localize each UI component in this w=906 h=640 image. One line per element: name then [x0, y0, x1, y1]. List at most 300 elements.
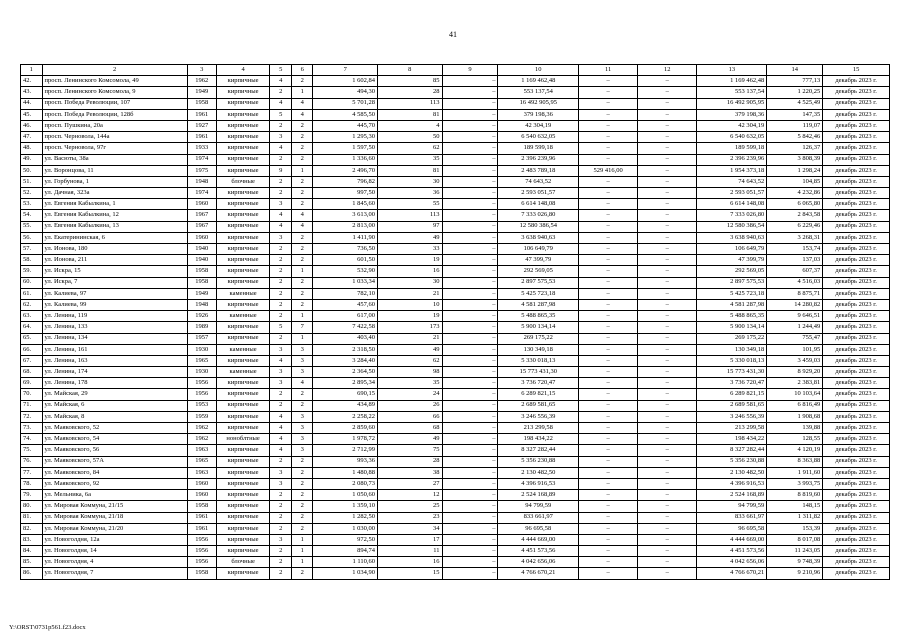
table-cell: ноноблтные	[216, 434, 270, 445]
table-cell: декабрь 2023 г.	[823, 210, 890, 221]
table-cell: 1960	[187, 490, 216, 501]
table-cell: кирпичные	[216, 322, 270, 333]
table-cell: 3 268,31	[767, 232, 823, 243]
table-cell: –	[579, 456, 638, 467]
table-cell: –	[638, 423, 697, 434]
table-cell: –	[442, 367, 498, 378]
table-cell: 128,55	[767, 434, 823, 445]
table-cell: –	[442, 557, 498, 568]
table-cell: –	[579, 445, 638, 456]
table-cell: 2	[270, 512, 292, 523]
table-cell: 7 333 026,80	[498, 210, 579, 221]
table-cell: кирпичные	[216, 501, 270, 512]
table-cell: 3	[291, 411, 313, 422]
table-cell: ул. Маяковского, 57А	[42, 456, 187, 467]
table-cell: 137,03	[767, 255, 823, 266]
table-cell: 2 130 482,50	[697, 467, 767, 478]
table-cell: кирпичные	[216, 400, 270, 411]
table-cell: –	[579, 120, 638, 131]
table-cell: 25	[378, 501, 443, 512]
table-cell: декабрь 2023 г.	[823, 255, 890, 266]
table-cell: 553 137,54	[498, 87, 579, 98]
table-cell: 50.	[21, 165, 43, 176]
table-cell: 1930	[187, 344, 216, 355]
table-cell: 2	[291, 523, 313, 534]
table-cell: –	[579, 355, 638, 366]
table-cell: –	[638, 232, 697, 243]
table-cell: кирпичные	[216, 423, 270, 434]
table-cell: 5 701,28	[313, 98, 378, 109]
table-cell: 4 232,86	[767, 188, 823, 199]
table-cell: 4 396 916,53	[498, 478, 579, 489]
table-cell: кирпичные	[216, 255, 270, 266]
table-cell: 782,10	[313, 288, 378, 299]
table-cell: 74 643,52	[498, 176, 579, 187]
table-cell: –	[638, 523, 697, 534]
table-cell: 1 298,24	[767, 165, 823, 176]
table-cell: 94 799,59	[498, 501, 579, 512]
table-cell: –	[638, 467, 697, 478]
table-cell: 3	[291, 344, 313, 355]
table-cell: декабрь 2023 г.	[823, 423, 890, 434]
table-cell: 2	[291, 132, 313, 143]
table-cell: 2 524 168,89	[697, 490, 767, 501]
table-row	[21, 411, 890, 422]
table-cell: 55	[378, 199, 443, 210]
column-number-14: 14	[767, 65, 823, 76]
table-cell: 126,37	[767, 143, 823, 154]
table-cell: кирпичные	[216, 277, 270, 288]
table-cell: –	[638, 367, 697, 378]
table-cell: 532,90	[313, 266, 378, 277]
table-cell: декабрь 2023 г.	[823, 221, 890, 232]
table-cell: 6 816,49	[767, 400, 823, 411]
table-cell: –	[579, 434, 638, 445]
table-cell: 1927	[187, 120, 216, 131]
table-cell: 6 289 821,15	[498, 389, 579, 400]
table-cell: 2	[270, 546, 292, 557]
table-cell: кирпичные	[216, 523, 270, 534]
table-cell: 4 451 573,56	[498, 546, 579, 557]
table-cell: 82.	[21, 523, 43, 534]
table-cell: 2	[291, 389, 313, 400]
table-cell: 35	[378, 378, 443, 389]
table-cell: декабрь 2023 г.	[823, 266, 890, 277]
table-cell: 1961	[187, 132, 216, 143]
table-cell: –	[442, 232, 498, 243]
column-number-8: 8	[378, 65, 443, 76]
table-cell: –	[442, 87, 498, 98]
table-cell: 113	[378, 210, 443, 221]
table-cell: 1926	[187, 311, 216, 322]
table-cell: 1961	[187, 109, 216, 120]
table-cell: 1933	[187, 143, 216, 154]
table-cell: 2	[291, 456, 313, 467]
table-cell: 9 646,51	[767, 311, 823, 322]
table-cell: ул. Майская, 8	[42, 411, 187, 422]
table-cell: декабрь 2023 г.	[823, 568, 890, 579]
table-cell: 2	[291, 255, 313, 266]
table-cell: 833 661,97	[498, 512, 579, 523]
table-cell: 434,89	[313, 400, 378, 411]
table-cell: 3 993,75	[767, 478, 823, 489]
table-cell: –	[579, 109, 638, 120]
table-row	[21, 434, 890, 445]
table-cell: 2	[291, 244, 313, 255]
table-cell: 2	[291, 501, 313, 512]
table-cell: –	[579, 322, 638, 333]
table-cell: 1 050,60	[313, 490, 378, 501]
housing-register-table	[20, 64, 890, 580]
table-cell: 2	[270, 87, 292, 98]
table-cell: 47 399,79	[697, 255, 767, 266]
table-cell: 3 736 720,47	[498, 378, 579, 389]
table-cell: 51.	[21, 176, 43, 187]
table-cell: –	[638, 478, 697, 489]
table-cell: 2	[270, 299, 292, 310]
table-cell: 1956	[187, 546, 216, 557]
table-cell: 8 017,08	[767, 534, 823, 545]
table-cell: –	[442, 299, 498, 310]
table-row	[21, 221, 890, 232]
table-row	[21, 456, 890, 467]
table-row	[21, 557, 890, 568]
table-cell: 72.	[21, 411, 43, 422]
table-cell: 4	[291, 221, 313, 232]
table-cell: 106 649,79	[697, 244, 767, 255]
table-cell: декабрь 2023 г.	[823, 512, 890, 523]
table-cell: 21	[378, 333, 443, 344]
table-cell: 19	[378, 255, 443, 266]
table-cell: 457,60	[313, 299, 378, 310]
table-cell: 2	[291, 490, 313, 501]
table-cell: 1 295,30	[313, 132, 378, 143]
table-cell: 1 030,00	[313, 523, 378, 534]
table-cell: –	[638, 378, 697, 389]
table-cell: кирпичные	[216, 490, 270, 501]
table-cell: 26	[378, 400, 443, 411]
table-cell: 2	[291, 143, 313, 154]
table-cell: 1967	[187, 210, 216, 221]
table-cell: 2 895,34	[313, 378, 378, 389]
table-cell: 833 661,97	[697, 512, 767, 523]
table-cell: 601,50	[313, 255, 378, 266]
table-cell: 45.	[21, 109, 43, 120]
table-cell: 81	[378, 165, 443, 176]
table-cell: 8 929,20	[767, 367, 823, 378]
table-cell: 15 773 431,30	[697, 367, 767, 378]
table-cell: 79.	[21, 490, 43, 501]
table-cell: –	[442, 311, 498, 322]
table-row	[21, 512, 890, 523]
table-cell: 10 103,64	[767, 389, 823, 400]
table-cell: –	[442, 411, 498, 422]
table-cell: –	[638, 165, 697, 176]
table-cell: 1961	[187, 512, 216, 523]
table-cell: 1957	[187, 333, 216, 344]
table-cell: декабрь 2023 г.	[823, 311, 890, 322]
table-cell: 8 819,60	[767, 490, 823, 501]
table-cell: просп. Ленинского Комсомола, 49	[42, 76, 187, 87]
table-cell: –	[638, 210, 697, 221]
table-cell: 130 349,18	[697, 344, 767, 355]
table-cell: ул. Дачная, 323а	[42, 188, 187, 199]
table-cell: кирпичные	[216, 132, 270, 143]
table-cell: –	[638, 456, 697, 467]
table-row	[21, 355, 890, 366]
table-cell: –	[638, 132, 697, 143]
table-cell: ул. Маяковского, 56	[42, 445, 187, 456]
table-cell: 2 712,99	[313, 445, 378, 456]
table-cell: 8 327 282,44	[697, 445, 767, 456]
table-cell: декабрь 2023 г.	[823, 143, 890, 154]
table-cell: 1	[291, 266, 313, 277]
table-cell: 67.	[21, 355, 43, 366]
table-cell: 269 175,22	[498, 333, 579, 344]
table-cell: 3	[270, 199, 292, 210]
table-cell: ул. Мельника, 6а	[42, 490, 187, 501]
table-cell: –	[638, 120, 697, 131]
table-cell: 5	[270, 322, 292, 333]
table-cell: 11 243,05	[767, 546, 823, 557]
table-cell: 2	[291, 512, 313, 523]
table-cell: 57.	[21, 244, 43, 255]
table-cell: кирпичные	[216, 568, 270, 579]
table-cell: 3 736 720,47	[697, 378, 767, 389]
table-cell: 4	[378, 120, 443, 131]
table-cell: ул. Новоголдня, 12а	[42, 534, 187, 545]
table-row	[21, 367, 890, 378]
table-cell: ул. Воронцова, 11	[42, 165, 187, 176]
table-cell: –	[638, 244, 697, 255]
table-cell: ул. Мировая Коммуна, 21/20	[42, 523, 187, 534]
table-cell: 445,70	[313, 120, 378, 131]
table-cell: –	[442, 389, 498, 400]
table-cell: декабрь 2023 г.	[823, 109, 890, 120]
table-cell: 96 695,58	[697, 523, 767, 534]
table-cell: 96 695,58	[498, 523, 579, 534]
table-cell: 1 359,10	[313, 501, 378, 512]
table-cell: 2	[270, 120, 292, 131]
table-cell: 1989	[187, 322, 216, 333]
table-cell: кирпичные	[216, 221, 270, 232]
table-row	[21, 266, 890, 277]
column-number-2: 2	[42, 65, 187, 76]
table-cell: 16 492 905,95	[498, 98, 579, 109]
table-cell: 34	[378, 523, 443, 534]
table-cell: декабрь 2023 г.	[823, 490, 890, 501]
table-cell: 1949	[187, 288, 216, 299]
table-cell: кирпичные	[216, 546, 270, 557]
table-cell: 9 748,39	[767, 557, 823, 568]
table-cell: 30	[378, 277, 443, 288]
table-cell: 553 137,54	[697, 87, 767, 98]
table-cell: 1956	[187, 389, 216, 400]
table-body	[21, 76, 890, 579]
table-cell: –	[638, 277, 697, 288]
table-cell: 104,85	[767, 176, 823, 187]
table-cell: 58.	[21, 255, 43, 266]
table-cell: 47 399,79	[498, 255, 579, 266]
table-cell: ул. Ионова, 211	[42, 255, 187, 266]
table-cell: 3	[270, 378, 292, 389]
table-cell: декабрь 2023 г.	[823, 411, 890, 422]
table-cell: 4	[291, 378, 313, 389]
table-cell: 796,82	[313, 176, 378, 187]
table-cell: 106 649,79	[498, 244, 579, 255]
table-cell: 6 229,46	[767, 221, 823, 232]
table-cell: 1 034,90	[313, 568, 378, 579]
table-cell: 189 599,18	[498, 143, 579, 154]
table-cell: 44.	[21, 98, 43, 109]
table-cell: 2 383,81	[767, 378, 823, 389]
column-number-13: 13	[697, 65, 767, 76]
table-cell: ул. Васюты, 38а	[42, 154, 187, 165]
table-row	[21, 322, 890, 333]
table-cell: кирпичные	[216, 467, 270, 478]
table-cell: 76.	[21, 456, 43, 467]
table-cell: 1 220,25	[767, 87, 823, 98]
table-cell: кирпичные	[216, 333, 270, 344]
table-cell: 49	[378, 434, 443, 445]
table-cell: 52.	[21, 188, 43, 199]
table-cell: ул. Ленина, 134	[42, 333, 187, 344]
table-row	[21, 546, 890, 557]
table-cell: 62.	[21, 299, 43, 310]
table-cell: 4 516,03	[767, 277, 823, 288]
table-cell: декабрь 2023 г.	[823, 322, 890, 333]
table-cell: 1 033,34	[313, 277, 378, 288]
table-cell: –	[579, 87, 638, 98]
table-cell: –	[579, 490, 638, 501]
table-cell: 5 488 865,35	[697, 311, 767, 322]
table-cell: кирпичные	[216, 512, 270, 523]
table-cell: 16	[378, 266, 443, 277]
table-cell: –	[579, 210, 638, 221]
table-cell: 3	[270, 534, 292, 545]
table-cell: 2 897 575,53	[498, 277, 579, 288]
table-cell: 1 336,60	[313, 154, 378, 165]
table-cell: –	[579, 478, 638, 489]
table-cell: –	[579, 98, 638, 109]
table-cell: –	[579, 299, 638, 310]
table-cell: 5 356 230,88	[697, 456, 767, 467]
table-cell: 2	[291, 188, 313, 199]
table-cell: декабрь 2023 г.	[823, 244, 890, 255]
table-row	[21, 165, 890, 176]
table-cell: –	[638, 311, 697, 322]
table-cell: 494,30	[313, 87, 378, 98]
table-cell: 690,15	[313, 389, 378, 400]
table-cell: декабрь 2023 г.	[823, 76, 890, 87]
table-cell: –	[638, 344, 697, 355]
table-cell: 101,95	[767, 344, 823, 355]
table-cell: –	[442, 244, 498, 255]
table-cell: 2 859,60	[313, 423, 378, 434]
table-cell: –	[579, 143, 638, 154]
table-cell: 5 900 134,14	[697, 322, 767, 333]
table-row	[21, 109, 890, 120]
table-cell: кирпичные	[216, 143, 270, 154]
table-cell: 2	[270, 389, 292, 400]
table-cell: 2 524 168,89	[498, 490, 579, 501]
table-cell: 1930	[187, 367, 216, 378]
table-cell: 2 496,70	[313, 165, 378, 176]
table-cell: 84.	[21, 546, 43, 557]
table-cell: 10	[378, 299, 443, 310]
table-cell: декабрь 2023 г.	[823, 445, 890, 456]
table-cell: 2 318,50	[313, 344, 378, 355]
table-cell: кирпичные	[216, 299, 270, 310]
table-cell: 80.	[21, 501, 43, 512]
table-cell: –	[579, 378, 638, 389]
table-cell: –	[442, 400, 498, 411]
table-cell: декабрь 2023 г.	[823, 344, 890, 355]
table-cell: –	[442, 277, 498, 288]
table-cell: 2	[270, 501, 292, 512]
table-cell: 529 416,00	[579, 165, 638, 176]
page-number: 41	[449, 30, 457, 39]
table-cell: декабрь 2023 г.	[823, 367, 890, 378]
table-cell: 1965	[187, 355, 216, 366]
table-cell: 3	[291, 367, 313, 378]
table-cell: 3	[291, 445, 313, 456]
table-cell: декабрь 2023 г.	[823, 501, 890, 512]
table-cell: 4	[270, 210, 292, 221]
table-cell: 6 540 632,05	[498, 132, 579, 143]
table-cell: 28	[378, 87, 443, 98]
table-cell: 55.	[21, 221, 43, 232]
table-cell: –	[638, 266, 697, 277]
table-cell: 1 169 462,48	[498, 76, 579, 87]
table-cell: 1 110,60	[313, 557, 378, 568]
table-cell: просп. Черновола, 97г	[42, 143, 187, 154]
column-number-row	[21, 65, 890, 76]
table-cell: 63.	[21, 311, 43, 322]
table-row	[21, 176, 890, 187]
table-row	[21, 98, 890, 109]
table-cell: 213 299,58	[697, 423, 767, 434]
table-cell: кирпичные	[216, 98, 270, 109]
table-cell: 68	[378, 423, 443, 434]
table-cell: ул. Маяковского, 52	[42, 423, 187, 434]
table-cell: 64.	[21, 322, 43, 333]
table-cell: 2 364,50	[313, 367, 378, 378]
table-cell: 2 396 239,96	[697, 154, 767, 165]
table-cell: –	[579, 568, 638, 579]
table-cell: 1956	[187, 557, 216, 568]
table-cell: 2 813,00	[313, 221, 378, 232]
table-cell: –	[638, 98, 697, 109]
table-cell: ул. Ленина, 119	[42, 311, 187, 322]
table-cell: 4 444 669,00	[697, 534, 767, 545]
table-cell: просп. Черновола, 144а	[42, 132, 187, 143]
table-cell: –	[579, 557, 638, 568]
table-cell: 1962	[187, 423, 216, 434]
table-cell: 153,74	[767, 244, 823, 255]
column-number-3: 3	[187, 65, 216, 76]
table-cell: 1	[291, 311, 313, 322]
table-cell: –	[579, 501, 638, 512]
table-cell: кирпичные	[216, 188, 270, 199]
table-cell: 2 689 581,65	[498, 400, 579, 411]
table-cell: 3	[270, 467, 292, 478]
table-cell: –	[442, 423, 498, 434]
table-cell: 2	[270, 523, 292, 534]
table-cell: 66	[378, 411, 443, 422]
table-cell: 777,13	[767, 76, 823, 87]
table-cell: 7 333 026,80	[697, 210, 767, 221]
